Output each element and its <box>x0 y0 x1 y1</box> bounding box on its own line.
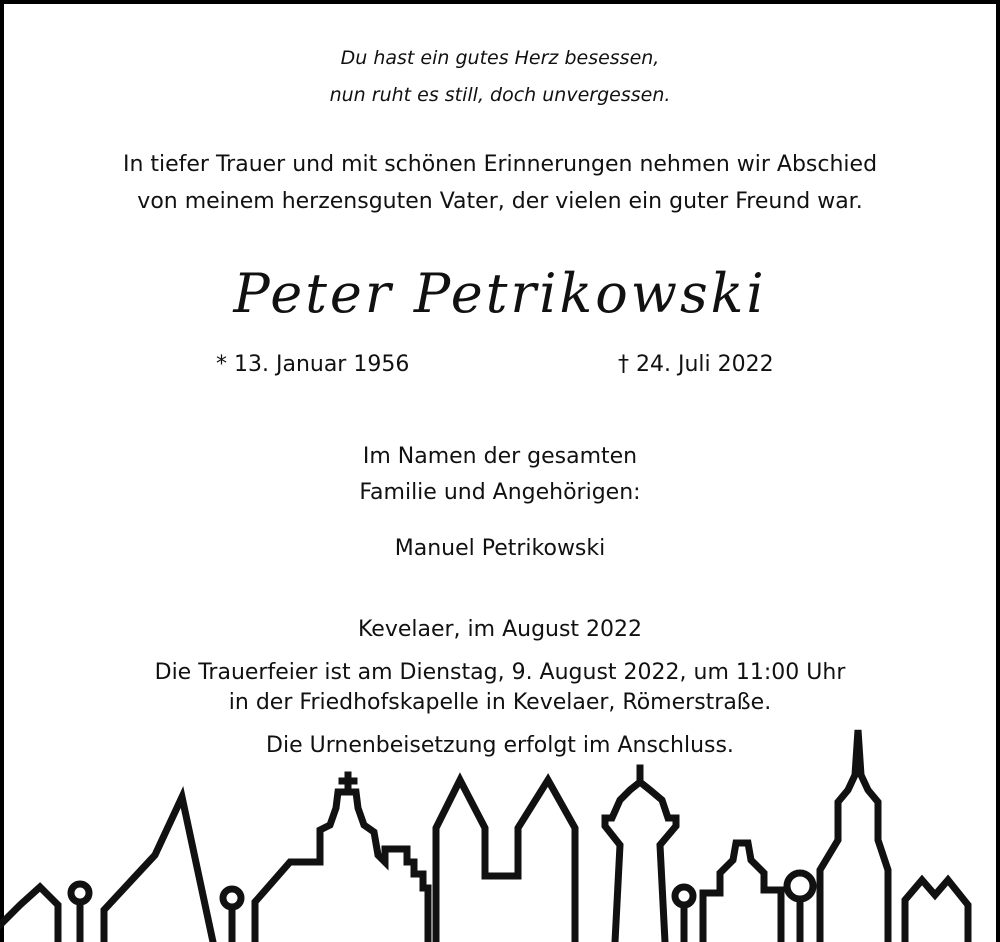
poem-line-2: nun ruht es still, doch unvergessen. <box>329 84 671 106</box>
ceremony-line-2: in der Friedhofskapelle in Kevelaer, Römerstraße. <box>228 690 772 715</box>
signer-name: Manuel Petrikowski <box>394 536 606 561</box>
family-line-1: Im Namen der gesamten <box>362 444 638 469</box>
gabled-house <box>703 843 781 942</box>
poem-line-1: Du hast ein gutes Herz besessen, <box>340 47 660 69</box>
house-left <box>0 887 58 942</box>
tree-right-2 <box>787 873 813 942</box>
house-right <box>905 880 968 942</box>
round-tower <box>605 782 676 942</box>
tree-left <box>71 884 89 942</box>
tree-right-1 <box>675 887 693 942</box>
cathedral-spire <box>820 730 888 942</box>
family-line-2: Familie und Angehörigen: <box>359 480 641 505</box>
tower-pair <box>436 780 575 942</box>
ceremony-line-3: Die Urnenbeisetzung erfolgt im Anschluss. <box>266 733 734 758</box>
intro-line-1: In tiefer Trauer und mit schönen Erinnerungen nehmen wir Abschied <box>122 152 878 177</box>
spire-left <box>104 797 213 942</box>
death-date: † 24. Juli 2022 <box>618 352 774 377</box>
tree-middle-left <box>223 889 241 942</box>
birth-date: * 13. Januar 1956 <box>216 352 410 377</box>
intro-line-2: von meinem herzensguten Vater, der vielen ein guter Freund war. <box>137 189 863 214</box>
church-left <box>255 792 428 942</box>
ceremony-line-1: Die Trauerfeier ist am Dienstag, 9. August 2022, um 11:00 Uhr <box>154 660 846 685</box>
deceased-name: Peter Petrikowski <box>233 262 767 325</box>
place-date: Kevelaer, im August 2022 <box>357 617 643 642</box>
